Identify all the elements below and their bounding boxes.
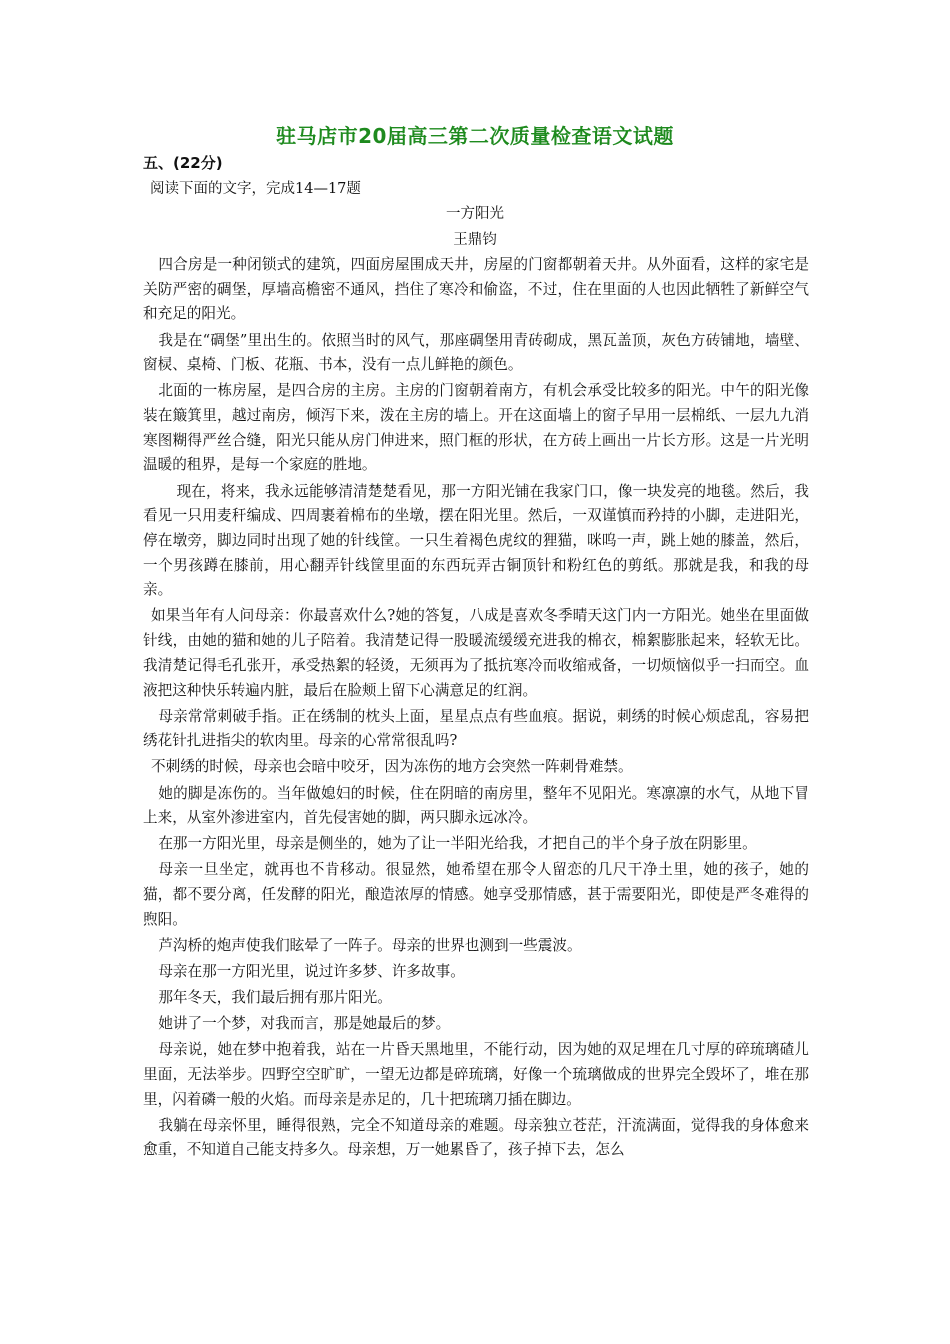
paragraph: 母亲一旦坐定，就再也不肯移动。很显然，她希望在那令人留恋的几尺干净土里，她的孩子，她的猫，都不要分离，任发酵的阳光，酿造浓厚的情感。她享受那情感，甚于需要阳光，即使是严冬难得的煦阳。 — [143, 861, 809, 928]
passage-title: 一方阳光 — [446, 206, 504, 222]
paragraph: 现在，将来，我永远能够清清楚楚看见，那一方阳光铺在我家门口，像一块发亮的地毯。然后，我看见一只用麦秆编成、四周裹着棉布的坐墩，摆在阳光里。然后，一双谨慎而矜持的小脚，走进阳光，停在墩旁，脚边同时出现了她的针线筐。一只生着褐色虎纹的狸猫，咪呜一声，跳上她的膝盖，然后，一个男孩蹲在膝前，用心翻弄针线筐里面的东西玩弄古铜顶针和粉红色的剪纸。那就是我，和我的母亲。 — [143, 482, 809, 599]
passage-body — [143, 253, 809, 1165]
paragraph: 我是在“碉堡”里出生的。依照当时的风气，那座碉堡用青砖砌成，黑瓦盖顶，灰色方砖铺地，墙壁、窗棂、桌椅、门板、花瓶、书本，没有一点儿鲜艳的颜色。 — [143, 331, 809, 374]
paragraph: 在那一方阳光里，母亲是侧坐的，她为了让一半阳光给我，才把自己的半个身子放在阴影里。 — [158, 835, 757, 853]
document-title: 驻马店市20届高三第二次质量检查语文试题 — [276, 124, 674, 148]
paragraph: 母亲说，她在梦中抱着我，站在一片昏天黑地里，不能行动，因为她的双足埋在几寸厚的碎琉璃碴儿里面，无法举步。四野空空旷旷，一望无边都是碎琉璃，好像一个琉璃做成的世界完全毁坏了，堆在那里，闪着磷一般的火焰。而母亲是赤足的，几十把琉璃刀插在脚边。 — [143, 1041, 809, 1108]
paragraph: 芦沟桥的炮声使我们眩晕了一阵子。母亲的世界也测到一些震波。 — [158, 936, 582, 954]
paragraph: 不刺绣的时候，母亲也会暗中咬牙，因为冻伤的地方会突然一阵刺骨难禁。 — [151, 758, 633, 776]
paragraph: 那年冬天，我们最后拥有那片阳光。 — [158, 989, 392, 1007]
paragraph: 如果当年有人问母亲：你最喜欢什么?她的答复，八成是喜欢冬季晴天这门内一方阳光。她坐在里面做针线，由她的猫和她的儿子陪着。我清楚记得一股暖流缓缓充进我的棉衣，棉絮膨胀起来，轻软无比。我清楚记得毛孔张开，承受热絮的轻烫，无须再为了抵抗寒冷而收缩戒备，一切烦恼似乎一扫而空。血液把这种快乐转遍内脏，最后在脸颊上留下心满意足的红润。 — [143, 607, 809, 699]
paragraph: 北面的一栋房屋，是四合房的主房。主房的门窗朝着南方，有机会承受比较多的阳光。中午的阳光像装在簸箕里，越过南房，倾泻下来，泼在主房的墙上。开在这面墙上的窗子早用一层棉纸、一层九九消寒图糊得严丝合缝，阳光只能从房门伸进来，照门框的形状，在方砖上画出一片长方形。这是一片光明温暖的租界，是每一个家庭的胜地。 — [143, 382, 809, 474]
paragraph: 母亲在那一方阳光里，说过许多梦、许多故事。 — [158, 962, 465, 980]
reading-instruction: 阅读下面的文字，完成14—17题 — [150, 181, 361, 197]
paragraph: 我躺在母亲怀里，睡得很熟，完全不知道母亲的难题。母亲独立苍茫，汗流满面，觉得我的身体愈来愈重，不知道自己能支持多久。母亲想，万一她累昏了，孩子掉下去，怎么 — [143, 1116, 809, 1159]
paragraph: 母亲常常刺破手指。正在绣制的枕头上面，星星点点有些血痕。据说，刺绣的时候心烦虑乱，容易把绣花针扎进指尖的软肉里。母亲的心常常很乱吗? — [143, 707, 809, 750]
section-heading: 五、(22分) — [143, 154, 223, 172]
paragraph: 她的脚是冻伤的。当年做媳妇的时候，住在阴暗的南房里，整年不见阳光。寒凛凛的水气，从地下冒上来，从室外渗进室内，首先侵害她的脚，两只脚永远冰冷。 — [143, 784, 809, 827]
paragraph: 她讲了一个梦，对我而言，那是她最后的梦。 — [158, 1015, 451, 1033]
passage-author: 王鼎钧 — [453, 232, 497, 248]
paragraph: 四合房是一种闭锁式的建筑，四面房屋围成天井，房屋的门窗都朝着天井。从外面看，这样的家宅是关防严密的碉堡，厚墙高檐密不通风，挡住了寒冷和偷盗，不过，住在里面的人也因此牺牲了新鲜空气和充足的阳光。 — [143, 256, 809, 323]
